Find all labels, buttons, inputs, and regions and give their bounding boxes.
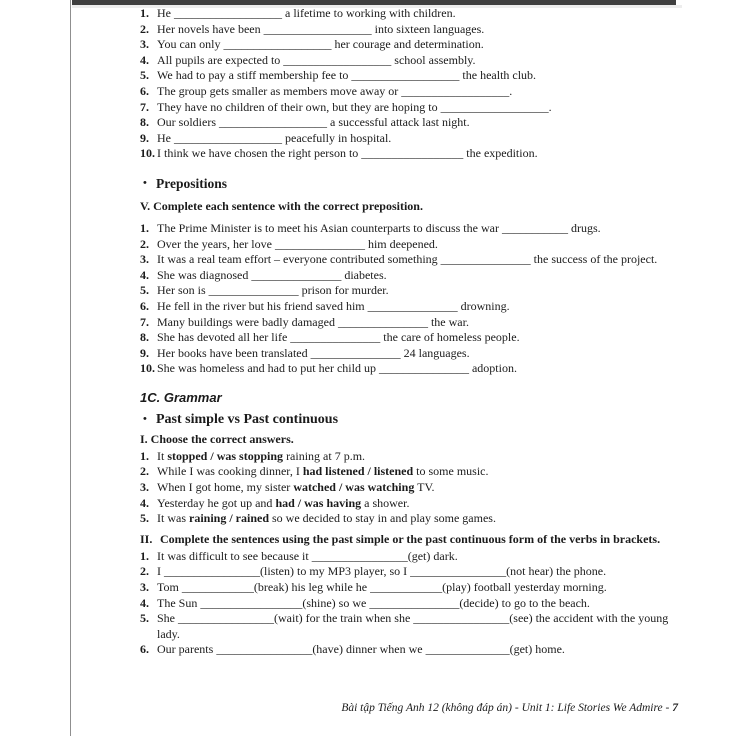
item-number: 1. [140, 6, 149, 20]
item-number: 2. [140, 236, 149, 251]
item-text: Her son is _______________ prison for murder. [157, 283, 389, 298]
item-number: 3. [140, 252, 149, 267]
item-number: 1. [140, 448, 149, 463]
item-text: The group gets smaller as members move away or __________________. [157, 83, 513, 98]
item-text: It stopped / was stopping raining at 7 p.m. [157, 448, 366, 463]
item-number: 7. [140, 99, 149, 114]
list-item [140, 100, 678, 116]
item-text: He __________________ peacefully in hospital. [157, 130, 392, 145]
list-item [140, 237, 678, 253]
item-number: 5. [140, 283, 149, 298]
item-text: He __________________ a lifetime to working with children. [157, 6, 456, 20]
item-text: It was raining / rained so we decided to stay in and play some games. [157, 511, 496, 526]
list-item [140, 115, 678, 131]
list-item [140, 131, 678, 147]
page-content [140, 6, 678, 658]
item-number: 3. [140, 37, 149, 52]
item-text: She was diagnosed _______________ diabetes. [157, 267, 387, 282]
item-text: When I got home, my sister watched / was watching TV. [157, 480, 435, 495]
item-number: 4. [140, 52, 149, 67]
exercise-i-instruction: I. Choose the correct answers. [140, 431, 294, 446]
item-text: She has devoted all her life _______________ the care of homeless people. [157, 330, 520, 345]
item-text: Many buildings were badly damaged _______________ the war. [157, 314, 469, 329]
exercise-ii-number: II. [140, 531, 153, 546]
list-item [140, 268, 678, 284]
left-edge-line [70, 0, 71, 736]
item-text: Her books have been translated _______________ 24 languages. [157, 345, 470, 360]
item-text: The Prime Minister is to meet his Asian counterparts to discuss the war ___________ drugs. [157, 220, 601, 235]
list-item [140, 464, 678, 480]
item-text: It was difficult to see because it ________________(get) dark. [157, 548, 458, 563]
list-item [140, 611, 678, 642]
item-number: 10. [140, 146, 155, 161]
past-tenses-heading [140, 411, 678, 428]
item-text: All pupils are expected to __________________ school assembly. [157, 52, 476, 67]
page-footer [341, 702, 678, 714]
item-number: 5. [140, 68, 149, 83]
list-item [140, 68, 678, 84]
item-number: 5. [140, 611, 149, 626]
item-text: I think we have chosen the right person to _________________ the expedition. [157, 146, 538, 161]
footer-text: Bài tập Tiếng Anh 12 (không đáp án) - Unit 1: Life Stories We Admire - [341, 702, 673, 714]
list-item [140, 361, 678, 377]
item-text: Yesterday he got up and had / was having a shower. [157, 495, 410, 510]
item-text: While I was cooking dinner, I had listened / listened to some music. [157, 464, 489, 479]
list-item [140, 642, 678, 658]
list-item [140, 37, 678, 53]
item-text: We had to pay a stiff membership fee to __________________ the health club. [157, 68, 537, 83]
exercise-ii-instruction-text: Complete the sentences using the past simple or the past continuous form of the verbs in brackets. [160, 531, 661, 546]
exercise-ii-instruction [140, 532, 678, 547]
exercise-i-list [140, 449, 678, 527]
item-text: Our soldiers __________________ a successful attack last night. [157, 115, 470, 130]
bullet-icon: • [143, 176, 147, 189]
item-text: You can only __________________ her courage and determination. [157, 37, 484, 52]
grammar-section-heading: 1C. Grammar [140, 389, 222, 405]
list-item [140, 252, 678, 268]
item-number: 1. [140, 220, 149, 235]
item-number: 4. [140, 495, 149, 510]
item-number: 7. [140, 314, 149, 329]
item-number: 3. [140, 480, 149, 495]
list-item [140, 511, 678, 527]
item-number: 2. [140, 464, 149, 479]
list-item [140, 549, 678, 565]
item-number: 6. [140, 298, 149, 313]
item-number: 2. [140, 564, 149, 579]
item-number: 3. [140, 580, 149, 595]
item-number: 2. [140, 21, 149, 36]
list-item [140, 84, 678, 100]
item-text: They have no children of their own, but they are hoping to __________________. [157, 99, 552, 114]
item-number: 6. [140, 642, 149, 657]
list-item [140, 53, 678, 69]
item-number: 10. [140, 361, 155, 376]
list-item [140, 564, 678, 580]
list-item [140, 283, 678, 299]
list-item [140, 6, 678, 22]
item-text: Tom ____________(break) his leg while he ____________(play) football yesterday morning. [157, 580, 607, 595]
item-number: 4. [140, 267, 149, 282]
item-text: Over the years, her love _______________ him deepened. [157, 236, 438, 251]
list-item [140, 449, 678, 465]
item-text: The Sun _________________(shine) so we _______________(decide) to go to the beach. [157, 595, 590, 610]
item-number: 9. [140, 345, 149, 360]
list-item [140, 596, 678, 612]
item-text: She ________________(wait) for the train when she ________________(see) the accident with the young lady. [157, 611, 669, 641]
list-item [140, 221, 678, 237]
exercise-v-instruction: V. Complete each sentence with the correct preposition. [140, 198, 423, 213]
item-number: 6. [140, 83, 149, 98]
list-item [140, 346, 678, 362]
past-tenses-heading-text: Past simple vs Past continuous [156, 411, 339, 427]
item-text: She was homeless and had to put her child up _______________ adoption. [157, 361, 517, 376]
item-text: Her novels have been __________________ into sixteen languages. [157, 21, 485, 36]
item-number: 8. [140, 330, 149, 345]
list-item [140, 480, 678, 496]
item-text: Our parents ________________(have) dinner when we ______________(get) home. [157, 642, 565, 657]
list-item [140, 22, 678, 38]
item-number: 9. [140, 130, 149, 145]
list-item [140, 496, 678, 512]
bullet-icon: • [143, 412, 147, 425]
prepositions-heading [140, 175, 678, 192]
list-item [140, 315, 678, 331]
list-item [140, 330, 678, 346]
list-item [140, 580, 678, 596]
item-number: 8. [140, 115, 149, 130]
item-number: 1. [140, 548, 149, 563]
exercise-v-list [140, 221, 678, 377]
item-text: He fell in the river but his friend saved him _______________ drowning. [157, 298, 510, 313]
prepositions-heading-text: Prepositions [156, 175, 228, 191]
exercise-ii-list [140, 549, 678, 658]
item-number: 4. [140, 595, 149, 610]
list-item [140, 146, 678, 162]
item-number: 5. [140, 511, 149, 526]
item-text: I ________________(listen) to my MP3 player, so I ________________(not hear) the phone. [157, 564, 607, 579]
footer-page-number: 7 [672, 702, 678, 714]
exercise-iv-list [140, 6, 678, 162]
item-text: It was a real team effort – everyone contributed something _______________ the success of the project. [157, 252, 658, 267]
list-item [140, 299, 678, 315]
